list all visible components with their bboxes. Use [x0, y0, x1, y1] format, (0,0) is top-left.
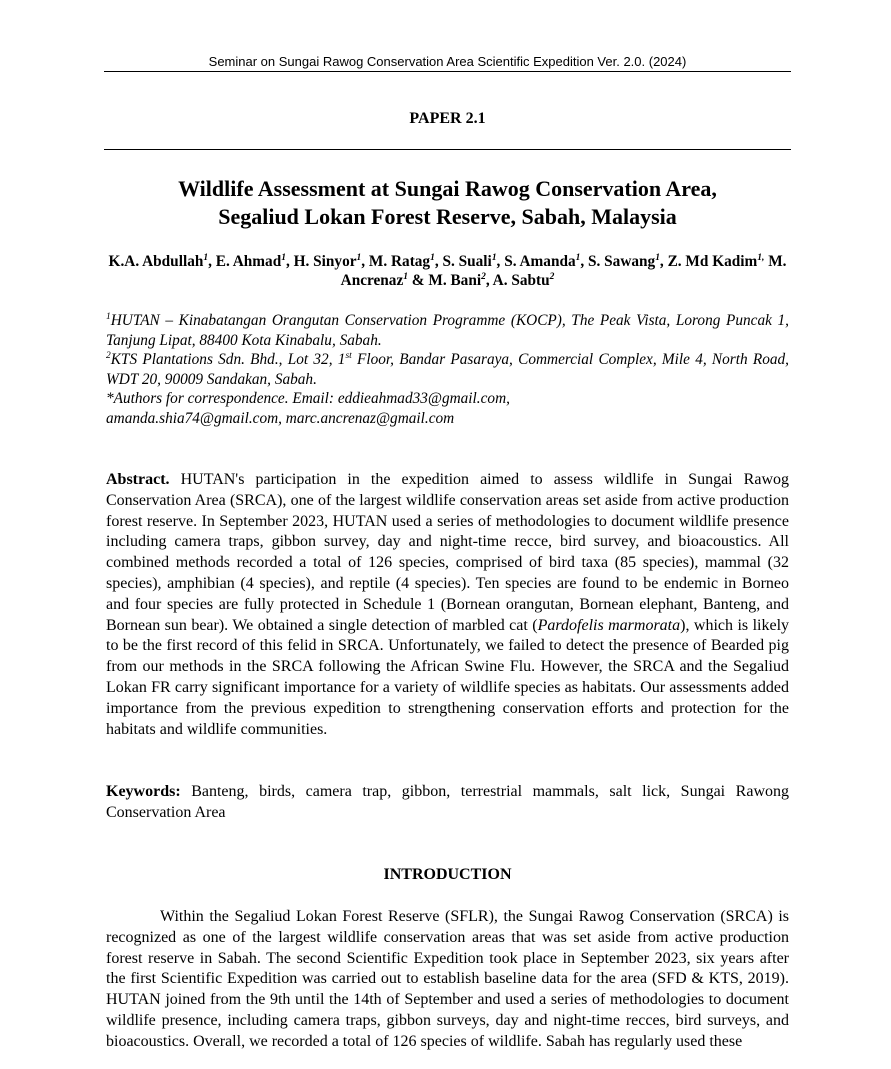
author: S. Suali$^1$,	[442, 252, 505, 270]
paper-label-divider	[104, 149, 791, 150]
author-affiliation-marker: 1	[430, 252, 435, 263]
keywords	[106, 782, 789, 824]
paper-title	[104, 175, 791, 231]
author-affiliation-marker: 2	[481, 271, 486, 282]
introduction-heading: INTRODUCTION	[383, 866, 512, 883]
paper-title-line-1: Wildlife Assessment at Sungai Rawog Conservation Area,	[178, 176, 717, 201]
correspondence-line-1: *Authors for correspondence. Email: eddieahmad33@gmail.com,	[106, 390, 510, 407]
author-affiliation-marker: 1	[575, 252, 581, 263]
author-affiliation-marker: 1,	[757, 252, 765, 263]
keywords-label: Keywords:	[106, 783, 181, 800]
author: K.A. Abdullah$^1$,	[108, 252, 216, 270]
author-affiliation-marker: 1	[491, 252, 497, 263]
author-affiliation-marker: 1	[403, 271, 408, 282]
author: M. Ratag$^1$,	[368, 252, 443, 270]
author: Z. Md Kadim$^{1,}$	[667, 252, 765, 270]
author-affiliation-marker: 1	[655, 252, 660, 263]
author: M. Bani$^2$,	[428, 271, 493, 289]
author: S. Sawang$^1$,	[588, 252, 668, 270]
author-list	[104, 252, 791, 290]
header-divider	[104, 71, 791, 72]
author: S. Amanda$^1$,	[504, 252, 589, 270]
paper-number: PAPER 2.1	[409, 110, 486, 127]
affiliations-block	[106, 311, 789, 428]
abstract	[106, 470, 789, 740]
introduction-paragraph: Within the Segaliud Lokan Forest Reserve (SFLR), the Sungai Rawog Conservation (SRCA) is recognized as one of the largest wildlife conservation areas that was set aside from active production forest reserve in Sabah. The second Scientific Expedition took place in September 2023, six years after the first Scientific Expedition was carried out to establish baseline data for the area (SFD & KTS, 2019). HUTAN joined from the 9th until the 14th of September and used a series of methodologies to document wildlife presence, including camera traps, gibbon surveys, day and night-time recces, bird surveys, and bioacoustics. Overall, we recorded a total of 126 species of wildlife. Sabah has regularly used these	[106, 908, 789, 1050]
author-affiliation-marker: 1	[203, 252, 209, 263]
keywords-text: Banteng, birds, camera trap, gibbon, terrestrial mammals, salt lick, Sungai Rawong Conservation Area	[106, 783, 789, 821]
running-header: Seminar on Sungai Rawog Conservation Area Scientific Expedition Ver. 2.0. (2024)	[208, 54, 687, 69]
affiliation-2: $^2$KTS Plantations Sdn. Bhd., Lot 32, 1st Floor, Bandar Pasaraya, Commercial Complex, Mile 4, North Road, WDT 20, 90009 Sandakan, Sabah.	[106, 350, 790, 388]
abstract-label: Abstract.	[106, 471, 170, 488]
abstract-species-name: Pardofelis marmorata	[537, 616, 681, 634]
author: E. Ahmad$^1$,	[215, 252, 294, 270]
affiliation-1: $^1$HUTAN – Kinabatangan Orangutan Conservation Programme (KOCP), The Peak Vista, Lorong Puncak 1, Tanjung Lipat, 88400 Kota Kinabalu, Sabah.	[106, 311, 789, 349]
correspondence-line-2: amanda.shia74@gmail.com, marc.ancrenaz@gmail.com	[106, 409, 455, 427]
author-affiliation-marker: 1	[356, 252, 362, 263]
author: A. Sabtu$^2$	[492, 271, 555, 289]
author: M. Ancrenaz$^1$ &	[340, 253, 787, 289]
paper-title-line-2: Segaliud Lokan Forest Reserve, Sabah, Malaysia	[218, 204, 677, 229]
abstract-text: HUTAN's participation in the expedition aimed to assess wildlife in Sungai Rawog Conservation Area (SRCA), one of the largest wildlife conservation areas set aside from active production forest reserve. In September 2023, HUTAN used a series of methodologies to document wildlife presence including camera traps, gibbon survey, day and night-time recce, bird survey, and bioacoustics. All combined methods recorded a total of 126 species, comprised of bird taxa (85 species), mammal (32 species), amphibian (4 species), and reptile (4 species). Ten species are found to be endemic in Borneo and four species are fully protected in Schedule 1 (Bornean orangutan, Bornean elephant, Banteng, and Bornean sun bear). We obtained a single detection of marbled cat (	[106, 471, 789, 634]
author: H. Sinyor$^1$,	[293, 252, 369, 270]
author-affiliation-marker: 2	[549, 271, 555, 282]
abstract-text-continued: ), which is likely to be the first record of this felid in SRCA. Unfortunately, we failed to detect the presence of Bearded pig from our methods in the SRCA following the African Swine Flu. However, the SRCA and the Segaliud Lokan FR carry significant importance for a variety of wildlife species as habitats. Our assessments added importance from the previous expedition to strengthening conservation efforts and protection for the habitats and wildlife communities.	[106, 616, 790, 738]
author-affiliation-marker: 1	[281, 252, 286, 263]
